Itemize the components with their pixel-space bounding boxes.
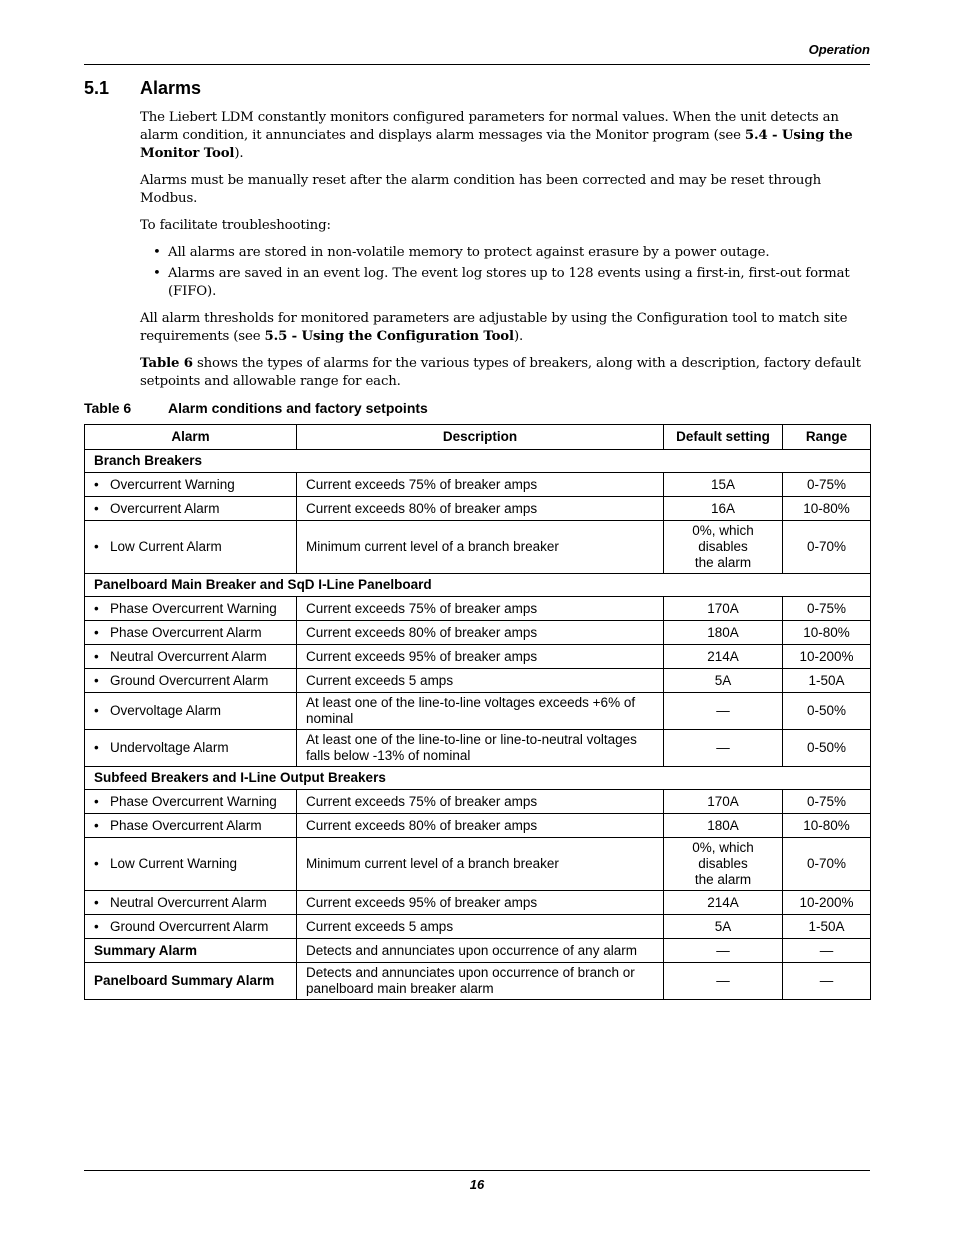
alarm-name: Phase Overcurrent Alarm [110,624,262,640]
description-cell: Current exceeds 95% of breaker amps [297,645,664,669]
range-cell: 0-75% [783,597,871,621]
column-header-range: Range [783,425,871,450]
default-setting-cell: — [664,730,783,767]
table-group-row [85,574,871,597]
summary-alarm-name: Panelboard Summary Alarm [85,963,297,1000]
table-row [85,597,871,621]
default-setting-cell: — [664,939,783,963]
default-setting-cell: — [664,693,783,730]
range-cell: 1-50A [783,669,871,693]
default-setting-cell [664,521,783,574]
table-header-row [85,425,871,450]
description-cell: Current exceeds 5 amps [297,669,664,693]
table-row [85,790,871,814]
paragraph-troubleshooting: To facilitate troubleshooting: [140,218,331,233]
default-setting-cell [664,838,783,891]
description-cell: Detects and annunciates upon occurrence of branch or panelboard main breaker alarm [297,963,664,1000]
description-cell: At least one of the line-to-line or line-to-neutral voltages falls below -13% of nominal [297,730,664,767]
alarm-cell [85,521,297,574]
paragraph-reset: Alarms must be manually reset after the alarm condition has been corrected and may be reset through Modbus. [140,173,822,206]
troubleshooting-list [140,244,870,301]
page-number: 16 [469,1177,485,1192]
default-setting-line: the alarm [694,872,752,887]
range-cell: 0-50% [783,730,871,767]
alarm-name: Neutral Overcurrent Alarm [110,894,267,910]
paragraph-thresholds-end: ). [513,329,524,344]
alarm-name: Undervoltage Alarm [110,740,229,755]
alarm-name: Overcurrent Warning [110,476,235,492]
alarm-name: Ground Overcurrent Alarm [110,672,269,688]
description-cell: Current exceeds 80% of breaker amps [297,497,664,521]
paragraph-intro [140,109,870,163]
alarm-table [84,424,871,1000]
summary-row [85,939,871,963]
description-cell: Current exceeds 95% of breaker amps [297,891,664,915]
alarm-name: Ground Overcurrent Alarm [110,918,269,934]
table-row [85,669,871,693]
default-setting-line: 0%, which [692,840,754,855]
bullet-icon: • [153,266,161,281]
table-reference[interactable]: Table 6 [140,356,193,371]
description-cell: Current exceeds 75% of breaker amps [297,473,664,497]
alarm-cell [85,645,297,669]
default-setting-line: 0%, which [692,523,754,538]
alarm-cell [85,473,297,497]
bullet-icon: • [94,817,99,833]
list-item-text: Alarms are saved in an event log. The event log stores up to 128 events using a first-in, first-out format (FIFO). [168,266,850,299]
alarm-cell [85,915,297,939]
alarm-name: Phase Overcurrent Warning [110,600,277,616]
section-number: 5.1 [84,78,110,98]
list-item [140,244,870,262]
paragraph-intro-end: ). [234,146,244,161]
table-row [85,645,871,669]
footer-rule [84,1170,870,1171]
default-setting-line: disables [698,856,748,871]
range-cell: 10-80% [783,497,871,521]
table-row [85,814,871,838]
default-setting-cell: 180A [664,621,783,645]
header-rule [84,64,870,65]
table-row [85,521,871,574]
list-item [140,265,870,301]
table-row [85,473,871,497]
alarm-cell [85,730,297,767]
group-title: Subfeed Breakers and I-Line Output Breakers [85,767,871,790]
range-cell: 0-50% [783,693,871,730]
monitor-tool-reference[interactable]: 5.4 - Using the Monitor Tool [140,128,853,161]
paragraph-table-intro [140,355,870,391]
alarm-name: Low Current Warning [110,856,238,871]
alarm-cell [85,621,297,645]
bullet-icon: • [94,740,99,755]
section-title: Alarms [140,78,202,98]
alarm-name: Phase Overcurrent Warning [110,793,277,809]
paragraph-thresholds-text: All alarm thresholds for monitored parameters are adjustable by using the Configuration tool to match site requirements (see [140,311,848,344]
bullet-icon: • [153,245,161,260]
description-cell: Current exceeds 80% of breaker amps [297,814,664,838]
bullet-icon: • [94,600,99,616]
paragraph-intro-text: The Liebert LDM constantly monitors configured parameters for normal values. When the unit detects an alarm condition, it annunciates and displays alarm messages via the Monitor program (see [140,110,839,143]
default-setting-cell: 214A [664,645,783,669]
section-heading [84,78,201,99]
table-row [85,891,871,915]
alarm-cell [85,838,297,891]
alarm-name: Overcurrent Alarm [110,500,220,516]
range-cell: 10-200% [783,645,871,669]
table-group-row [85,450,871,473]
range-cell: 0-75% [783,790,871,814]
body-text [140,109,870,400]
table-row [85,693,871,730]
description-cell: Minimum current level of a branch breaker [297,521,664,574]
summary-alarm-name: Summary Alarm [85,939,297,963]
table-row [85,838,871,891]
configuration-tool-reference[interactable]: 5.5 - Using the Configuration Tool [264,329,514,344]
bullet-icon: • [94,624,99,640]
range-cell: 10-80% [783,621,871,645]
description-cell: Current exceeds 75% of breaker amps [297,597,664,621]
alarm-cell [85,790,297,814]
paragraph-table-intro-text: shows the types of alarms for the various types of breakers, along with a description, factory default setpoints and allowable range for each. [140,356,861,389]
bullet-icon: • [94,539,99,554]
default-setting-cell: 180A [664,814,783,838]
range-cell: 0-70% [783,521,871,574]
default-setting-cell: 15A [664,473,783,497]
description-cell: At least one of the line-to-line voltages exceeds +6% of nominal [297,693,664,730]
bullet-icon: • [94,672,99,688]
alarm-cell [85,814,297,838]
column-header-default-setting: Default setting [664,425,783,450]
bullet-icon: • [94,500,99,516]
default-setting-cell: 170A [664,790,783,814]
bullet-icon: • [94,894,99,910]
default-setting-cell: 214A [664,891,783,915]
bullet-icon: • [94,918,99,934]
bullet-icon: • [94,793,99,809]
running-head: Operation [808,42,870,57]
alarm-cell [85,693,297,730]
default-setting-cell: 16A [664,497,783,521]
table-row [85,915,871,939]
alarm-name: Phase Overcurrent Alarm [110,817,262,833]
group-title: Branch Breakers [85,450,871,473]
table-row [85,730,871,767]
description-cell: Minimum current level of a branch breaker [297,838,664,891]
default-setting-cell: 5A [664,915,783,939]
default-setting-cell: 170A [664,597,783,621]
description-cell: Current exceeds 80% of breaker amps [297,621,664,645]
table-caption [84,400,428,416]
default-setting-line: disables [698,539,748,554]
default-setting-line: the alarm [694,555,752,570]
paragraph-thresholds [140,310,870,346]
alarm-cell [85,497,297,521]
bullet-icon: • [94,856,99,871]
table-group-row [85,767,871,790]
range-cell: 0-75% [783,473,871,497]
table-caption-title: Alarm conditions and factory setpoints [168,400,428,416]
default-setting-cell: — [664,963,783,1000]
bullet-icon: • [94,476,99,492]
list-item-text: All alarms are stored in non-volatile memory to protect against erasure by a power outage. [168,245,770,260]
table-row [85,621,871,645]
alarm-cell [85,597,297,621]
description-cell: Detects and annunciates upon occurrence of any alarm [297,939,664,963]
default-setting-cell: 5A [664,669,783,693]
alarm-name: Low Current Alarm [110,539,222,554]
range-cell: — [783,963,871,1000]
range-cell: 10-80% [783,814,871,838]
range-cell: 10-200% [783,891,871,915]
alarm-name: Overvoltage Alarm [110,703,222,718]
alarm-cell [85,669,297,693]
alarm-name: Neutral Overcurrent Alarm [110,648,267,664]
alarm-cell [85,891,297,915]
table-body [85,450,871,1000]
bullet-icon: • [94,648,99,664]
bullet-icon: • [94,703,99,718]
description-cell: Current exceeds 5 amps [297,915,664,939]
summary-row [85,963,871,1000]
description-cell: Current exceeds 75% of breaker amps [297,790,664,814]
table-caption-number: Table 6 [84,400,132,416]
column-header-alarm: Alarm [85,425,297,450]
range-cell: 0-70% [783,838,871,891]
range-cell: — [783,939,871,963]
group-title: Panelboard Main Breaker and SqD I-Line Panelboard [85,574,871,597]
column-header-description: Description [297,425,664,450]
table-row [85,497,871,521]
range-cell: 1-50A [783,915,871,939]
